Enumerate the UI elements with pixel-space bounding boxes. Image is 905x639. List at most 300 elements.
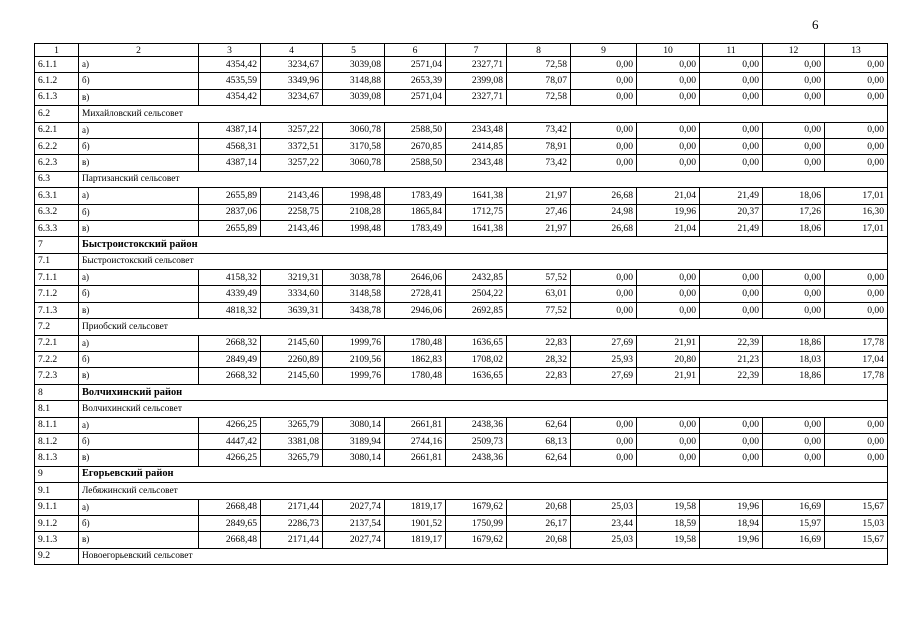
district-heading-row (35, 384, 888, 400)
value-cell: 0,00 (825, 57, 888, 73)
value-cell: 3234,67 (261, 89, 323, 105)
value-cell: 0,00 (700, 57, 763, 73)
value-cell: 0,00 (825, 450, 888, 466)
value-cell: 1679,62 (446, 499, 507, 515)
value-cell: 0,00 (637, 450, 700, 466)
value-cell: 22,39 (700, 335, 763, 351)
value-cell: 3039,08 (323, 89, 385, 105)
value-cell: 22,39 (700, 368, 763, 384)
value-cell: 0,00 (825, 302, 888, 318)
row-option-label: б) (79, 286, 199, 302)
value-cell: 20,68 (507, 532, 571, 548)
value-cell: 0,00 (571, 433, 637, 449)
value-cell: 3080,14 (323, 450, 385, 466)
value-cell: 1780,48 (385, 335, 446, 351)
value-cell: 4568,31 (199, 138, 261, 154)
row-option-label: б) (79, 433, 199, 449)
value-cell: 3219,31 (261, 270, 323, 286)
row-id: 9.1.1 (35, 499, 79, 515)
settlement-name: Приобский сельсовет (79, 319, 888, 335)
value-cell: 25,93 (571, 352, 637, 368)
value-cell: 21,49 (700, 220, 763, 236)
value-cell: 2571,04 (385, 57, 446, 73)
value-cell: 4354,42 (199, 57, 261, 73)
table-row (35, 89, 888, 105)
column-number-cell: 8 (507, 44, 571, 57)
row-id: 6.1.2 (35, 73, 79, 89)
value-cell: 21,91 (637, 335, 700, 351)
value-cell: 3265,79 (261, 450, 323, 466)
value-cell: 1998,48 (323, 188, 385, 204)
value-cell: 17,26 (763, 204, 825, 220)
value-cell: 0,00 (825, 286, 888, 302)
section-id: 8.1 (35, 401, 79, 417)
value-cell: 16,69 (763, 499, 825, 515)
value-cell: 2509,73 (446, 433, 507, 449)
value-cell: 19,96 (637, 204, 700, 220)
value-cell: 0,00 (763, 286, 825, 302)
value-cell: 0,00 (763, 57, 825, 73)
value-cell: 19,58 (637, 532, 700, 548)
row-option-label: б) (79, 204, 199, 220)
value-cell: 0,00 (571, 302, 637, 318)
value-cell: 0,00 (763, 417, 825, 433)
row-id: 8.1.2 (35, 433, 79, 449)
row-id: 6.1.3 (35, 89, 79, 105)
value-cell: 4339,49 (199, 286, 261, 302)
value-cell: 2027,74 (323, 499, 385, 515)
column-number-cell: 10 (637, 44, 700, 57)
column-number-cell: 5 (323, 44, 385, 57)
value-cell: 2438,36 (446, 450, 507, 466)
value-cell: 16,30 (825, 204, 888, 220)
district-name: Волчихинский район (79, 384, 888, 400)
section-id: 9.2 (35, 548, 79, 564)
value-cell: 2646,06 (385, 270, 446, 286)
value-cell: 0,00 (700, 302, 763, 318)
row-option-label: в) (79, 220, 199, 236)
value-cell: 2668,48 (199, 499, 261, 515)
value-cell: 0,00 (700, 450, 763, 466)
row-option-label: а) (79, 122, 199, 138)
value-cell: 1708,02 (446, 352, 507, 368)
value-cell: 15,67 (825, 532, 888, 548)
value-cell: 0,00 (825, 73, 888, 89)
value-cell: 3060,78 (323, 122, 385, 138)
value-cell: 19,96 (700, 532, 763, 548)
value-cell: 1998,48 (323, 220, 385, 236)
value-cell: 78,91 (507, 138, 571, 154)
value-cell: 3148,88 (323, 73, 385, 89)
value-cell: 0,00 (637, 433, 700, 449)
section-id: 6.2 (35, 106, 79, 122)
table-row (35, 499, 888, 515)
table-row (35, 122, 888, 138)
value-cell: 3639,31 (261, 302, 323, 318)
row-option-label: б) (79, 138, 199, 154)
district-name: Егорьевский район (79, 466, 888, 482)
value-cell: 3189,94 (323, 433, 385, 449)
column-number-cell: 1 (35, 44, 79, 57)
value-cell: 1783,49 (385, 188, 446, 204)
value-cell: 0,00 (571, 57, 637, 73)
value-cell: 62,64 (507, 417, 571, 433)
value-cell: 15,03 (825, 515, 888, 531)
value-cell: 0,00 (637, 270, 700, 286)
value-cell: 3148,58 (323, 286, 385, 302)
table-row (35, 155, 888, 171)
value-cell: 1641,38 (446, 220, 507, 236)
value-cell: 73,42 (507, 122, 571, 138)
table-row (35, 515, 888, 531)
table-row (35, 286, 888, 302)
value-cell: 17,04 (825, 352, 888, 368)
settlement-heading-row (35, 319, 888, 335)
settlement-name: Лебяжинский сельсовет (79, 483, 888, 499)
column-number-cell: 2 (79, 44, 199, 57)
value-cell: 3349,96 (261, 73, 323, 89)
section-id: 7.1 (35, 253, 79, 269)
value-cell: 0,00 (571, 73, 637, 89)
value-cell: 2655,89 (199, 188, 261, 204)
settlement-heading-row (35, 106, 888, 122)
value-cell: 2670,85 (385, 138, 446, 154)
row-option-label: а) (79, 417, 199, 433)
value-cell: 2849,65 (199, 515, 261, 531)
district-name: Быстроистокский район (79, 237, 888, 253)
value-cell: 0,00 (700, 433, 763, 449)
value-cell: 1819,17 (385, 532, 446, 548)
value-cell: 26,68 (571, 220, 637, 236)
value-cell: 0,00 (637, 138, 700, 154)
value-cell: 1862,83 (385, 352, 446, 368)
value-cell: 19,96 (700, 499, 763, 515)
value-cell: 2588,50 (385, 122, 446, 138)
value-cell: 0,00 (637, 73, 700, 89)
row-id: 7.2.1 (35, 335, 79, 351)
table-row (35, 73, 888, 89)
column-number-cell: 4 (261, 44, 323, 57)
value-cell: 0,00 (571, 122, 637, 138)
value-cell: 4818,32 (199, 302, 261, 318)
section-id: 9 (35, 466, 79, 482)
value-cell: 3257,22 (261, 155, 323, 171)
value-cell: 2108,28 (323, 204, 385, 220)
value-cell: 2837,06 (199, 204, 261, 220)
value-cell: 2286,73 (261, 515, 323, 531)
value-cell: 3372,51 (261, 138, 323, 154)
column-number-cell: 13 (825, 44, 888, 57)
value-cell: 18,03 (763, 352, 825, 368)
value-cell: 2661,81 (385, 417, 446, 433)
table-row (35, 450, 888, 466)
value-cell: 21,97 (507, 220, 571, 236)
section-id: 8 (35, 384, 79, 400)
value-cell: 0,00 (571, 155, 637, 171)
value-cell: 2668,32 (199, 335, 261, 351)
settlement-heading-row (35, 253, 888, 269)
row-option-label: в) (79, 155, 199, 171)
value-cell: 1679,62 (446, 532, 507, 548)
value-cell: 21,23 (700, 352, 763, 368)
value-cell: 20,80 (637, 352, 700, 368)
value-cell: 25,03 (571, 499, 637, 515)
value-cell: 2327,71 (446, 89, 507, 105)
row-option-label: б) (79, 515, 199, 531)
table-row (35, 188, 888, 204)
value-cell: 2258,75 (261, 204, 323, 220)
row-id: 7.2.2 (35, 352, 79, 368)
value-cell: 77,52 (507, 302, 571, 318)
value-cell: 18,06 (763, 220, 825, 236)
value-cell: 1636,65 (446, 368, 507, 384)
table-row (35, 270, 888, 286)
value-cell: 1999,76 (323, 335, 385, 351)
column-number-cell: 12 (763, 44, 825, 57)
row-id: 6.2.3 (35, 155, 79, 171)
value-cell: 1780,48 (385, 368, 446, 384)
value-cell: 18,86 (763, 335, 825, 351)
column-number-header (35, 44, 888, 57)
value-cell: 0,00 (825, 138, 888, 154)
value-cell: 0,00 (825, 89, 888, 105)
value-cell: 3060,78 (323, 155, 385, 171)
value-cell: 0,00 (763, 302, 825, 318)
row-id: 6.3.3 (35, 220, 79, 236)
value-cell: 0,00 (825, 155, 888, 171)
value-cell: 20,37 (700, 204, 763, 220)
row-id: 6.1.1 (35, 57, 79, 73)
value-cell: 1783,49 (385, 220, 446, 236)
value-cell: 2668,48 (199, 532, 261, 548)
tariff-table (34, 43, 888, 565)
value-cell: 3334,60 (261, 286, 323, 302)
value-cell: 0,00 (825, 122, 888, 138)
value-cell: 78,07 (507, 73, 571, 89)
row-option-label: в) (79, 368, 199, 384)
value-cell: 3265,79 (261, 417, 323, 433)
value-cell: 21,04 (637, 188, 700, 204)
row-option-label: в) (79, 302, 199, 318)
value-cell: 3038,78 (323, 270, 385, 286)
value-cell: 2145,60 (261, 335, 323, 351)
value-cell: 0,00 (637, 286, 700, 302)
value-cell: 2504,22 (446, 286, 507, 302)
row-option-label: б) (79, 352, 199, 368)
row-option-label: б) (79, 73, 199, 89)
settlement-heading-row (35, 548, 888, 564)
value-cell: 0,00 (637, 155, 700, 171)
settlement-name: Быстроистокский сельсовет (79, 253, 888, 269)
row-id: 6.3.1 (35, 188, 79, 204)
value-cell: 1750,99 (446, 515, 507, 531)
value-cell: 2661,81 (385, 450, 446, 466)
value-cell: 0,00 (700, 122, 763, 138)
value-cell: 18,94 (700, 515, 763, 531)
value-cell: 2171,44 (261, 532, 323, 548)
value-cell: 15,67 (825, 499, 888, 515)
value-cell: 1819,17 (385, 499, 446, 515)
value-cell: 0,00 (637, 89, 700, 105)
value-cell: 2171,44 (261, 499, 323, 515)
settlement-heading-row (35, 401, 888, 417)
table-row (35, 220, 888, 236)
value-cell: 0,00 (571, 89, 637, 105)
row-option-label: а) (79, 188, 199, 204)
table-row (35, 335, 888, 351)
value-cell: 0,00 (571, 450, 637, 466)
column-number-cell: 6 (385, 44, 446, 57)
value-cell: 73,42 (507, 155, 571, 171)
value-cell: 17,01 (825, 220, 888, 236)
column-number-cell: 11 (700, 44, 763, 57)
value-cell: 0,00 (571, 270, 637, 286)
settlement-name: Новоегорьевский сельсовет (79, 548, 888, 564)
page-number: 6 (812, 17, 819, 32)
row-id: 8.1.1 (35, 417, 79, 433)
value-cell: 0,00 (700, 270, 763, 286)
value-cell: 0,00 (763, 73, 825, 89)
value-cell: 72,58 (507, 57, 571, 73)
row-id: 6.2.2 (35, 138, 79, 154)
value-cell: 1636,65 (446, 335, 507, 351)
value-cell: 1999,76 (323, 368, 385, 384)
column-number-cell: 9 (571, 44, 637, 57)
value-cell: 17,78 (825, 335, 888, 351)
value-cell: 17,78 (825, 368, 888, 384)
value-cell: 0,00 (571, 286, 637, 302)
value-cell: 4266,25 (199, 417, 261, 433)
row-id: 7.1.1 (35, 270, 79, 286)
value-cell: 17,01 (825, 188, 888, 204)
section-id: 9.1 (35, 483, 79, 499)
settlement-heading-row (35, 171, 888, 187)
value-cell: 2327,71 (446, 57, 507, 73)
value-cell: 63,01 (507, 286, 571, 302)
value-cell: 0,00 (763, 270, 825, 286)
value-cell: 2399,08 (446, 73, 507, 89)
value-cell: 21,97 (507, 188, 571, 204)
value-cell: 0,00 (700, 155, 763, 171)
value-cell: 4447,42 (199, 433, 261, 449)
value-cell: 62,64 (507, 450, 571, 466)
section-id: 7.2 (35, 319, 79, 335)
row-id: 7.1.3 (35, 302, 79, 318)
table-row (35, 302, 888, 318)
row-option-label: а) (79, 499, 199, 515)
table-row (35, 57, 888, 73)
value-cell: 18,06 (763, 188, 825, 204)
value-cell: 1901,52 (385, 515, 446, 531)
table-row (35, 417, 888, 433)
value-cell: 2728,41 (385, 286, 446, 302)
value-cell: 3039,08 (323, 57, 385, 73)
table-row (35, 532, 888, 548)
value-cell: 2692,85 (446, 302, 507, 318)
value-cell: 21,49 (700, 188, 763, 204)
value-cell: 28,32 (507, 352, 571, 368)
row-option-label: а) (79, 335, 199, 351)
value-cell: 26,17 (507, 515, 571, 531)
value-cell: 22,83 (507, 368, 571, 384)
value-cell: 0,00 (637, 302, 700, 318)
value-cell: 0,00 (571, 138, 637, 154)
value-cell: 0,00 (763, 450, 825, 466)
value-cell: 2109,56 (323, 352, 385, 368)
value-cell: 0,00 (763, 122, 825, 138)
value-cell: 2849,49 (199, 352, 261, 368)
value-cell: 68,13 (507, 433, 571, 449)
value-cell: 23,44 (571, 515, 637, 531)
value-cell: 2027,74 (323, 532, 385, 548)
value-cell: 20,68 (507, 499, 571, 515)
value-cell: 18,59 (637, 515, 700, 531)
section-id: 7 (35, 237, 79, 253)
row-option-label: а) (79, 57, 199, 73)
column-number-cell: 7 (446, 44, 507, 57)
value-cell: 0,00 (637, 122, 700, 138)
row-id: 6.2.1 (35, 122, 79, 138)
value-cell: 27,69 (571, 335, 637, 351)
settlement-heading-row (35, 483, 888, 499)
value-cell: 0,00 (763, 89, 825, 105)
row-option-label: в) (79, 532, 199, 548)
value-cell: 2414,85 (446, 138, 507, 154)
row-id: 9.1.3 (35, 532, 79, 548)
value-cell: 72,58 (507, 89, 571, 105)
settlement-name: Волчихинский сельсовет (79, 401, 888, 417)
row-option-label: а) (79, 270, 199, 286)
value-cell: 0,00 (825, 270, 888, 286)
value-cell: 3170,58 (323, 138, 385, 154)
value-cell: 0,00 (637, 417, 700, 433)
value-cell: 2588,50 (385, 155, 446, 171)
value-cell: 2137,54 (323, 515, 385, 531)
value-cell: 25,03 (571, 532, 637, 548)
value-cell: 2343,48 (446, 122, 507, 138)
section-id: 6.3 (35, 171, 79, 187)
value-cell: 0,00 (637, 57, 700, 73)
value-cell: 0,00 (700, 73, 763, 89)
value-cell: 2438,36 (446, 417, 507, 433)
row-id: 7.2.3 (35, 368, 79, 384)
value-cell: 4158,32 (199, 270, 261, 286)
value-cell: 15,97 (763, 515, 825, 531)
value-cell: 2744,16 (385, 433, 446, 449)
value-cell: 2143,46 (261, 220, 323, 236)
value-cell: 0,00 (763, 155, 825, 171)
value-cell: 3381,08 (261, 433, 323, 449)
value-cell: 21,04 (637, 220, 700, 236)
value-cell: 0,00 (763, 433, 825, 449)
value-cell: 2145,60 (261, 368, 323, 384)
value-cell: 0,00 (700, 286, 763, 302)
row-id: 6.3.2 (35, 204, 79, 220)
value-cell: 0,00 (825, 433, 888, 449)
settlement-name: Михайловский сельсовет (79, 106, 888, 122)
value-cell: 4354,42 (199, 89, 261, 105)
row-option-label: в) (79, 450, 199, 466)
value-cell: 2343,48 (446, 155, 507, 171)
row-option-label: в) (79, 89, 199, 105)
value-cell: 0,00 (700, 89, 763, 105)
value-cell: 3438,78 (323, 302, 385, 318)
value-cell: 0,00 (763, 138, 825, 154)
value-cell: 0,00 (700, 417, 763, 433)
value-cell: 24,98 (571, 204, 637, 220)
row-id: 9.1.2 (35, 515, 79, 531)
value-cell: 21,91 (637, 368, 700, 384)
